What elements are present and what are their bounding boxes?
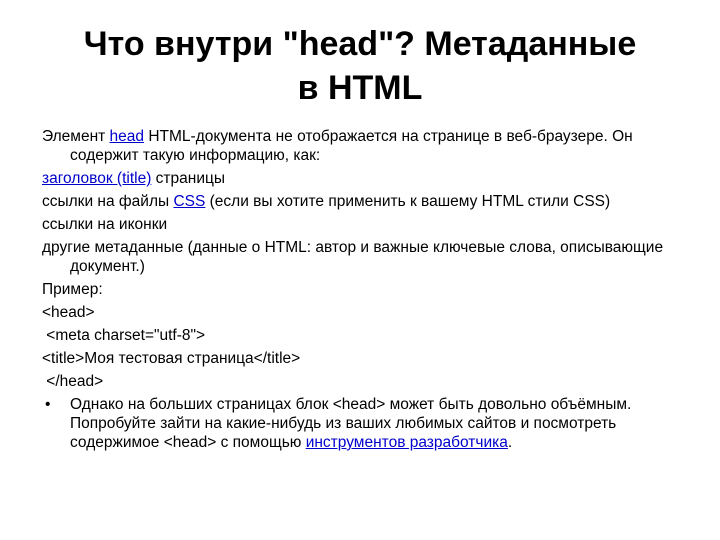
example-label: Пример:	[42, 281, 103, 298]
css-link[interactable]: CSS	[173, 193, 206, 210]
intro-text-after: HTML-документа не отображается на странице в веб-браузере. Он содержит такую информацию, как:	[70, 128, 633, 164]
dev-tools-link[interactable]: инструментов разработчика	[305, 434, 508, 451]
bullet-item	[42, 395, 692, 452]
title-item-text: страницы	[151, 170, 226, 187]
slide-content	[42, 127, 692, 452]
icons-item: ссылки на иконки	[42, 216, 168, 233]
bullet-text-after: .	[507, 434, 513, 451]
bullet-list	[42, 395, 692, 452]
code-line-head-open: <head>	[42, 304, 95, 321]
slide-title	[40, 22, 680, 110]
slide-title-line2: в HTML	[297, 69, 423, 107]
metadata-item: другие метаданные (данные о HTML: автор и важные ключевые слова, описывающие документ.)	[42, 239, 664, 275]
title-item	[42, 169, 692, 188]
css-item	[42, 192, 692, 211]
code-line-meta-charset: <meta charset="utf-8">	[42, 327, 206, 344]
title-link[interactable]: заголовок (title)	[42, 170, 152, 187]
code-line-head-close: </head>	[42, 373, 104, 390]
code-line-title: <title>Моя тестовая страница</title>	[42, 350, 301, 367]
bullet-text-before: Однако на больших страницах блок <head> может быть довольно объёмным. Попробуйте зайти на какие-нибудь из ваших любимых сайтов и посмотреть содержимое <head> с помощью	[70, 396, 632, 451]
bullet-dot-icon: •	[45, 396, 51, 413]
head-link[interactable]: head	[109, 128, 145, 145]
intro-paragraph	[42, 127, 692, 165]
intro-text-before: Элемент	[42, 128, 110, 145]
css-item-before: ссылки на файлы	[42, 193, 174, 210]
slide-title-line1: Что внутри "head"? Метаданные	[83, 25, 637, 63]
css-item-after: (если вы хотите применить к вашему HTML стили CSS)	[205, 193, 611, 210]
